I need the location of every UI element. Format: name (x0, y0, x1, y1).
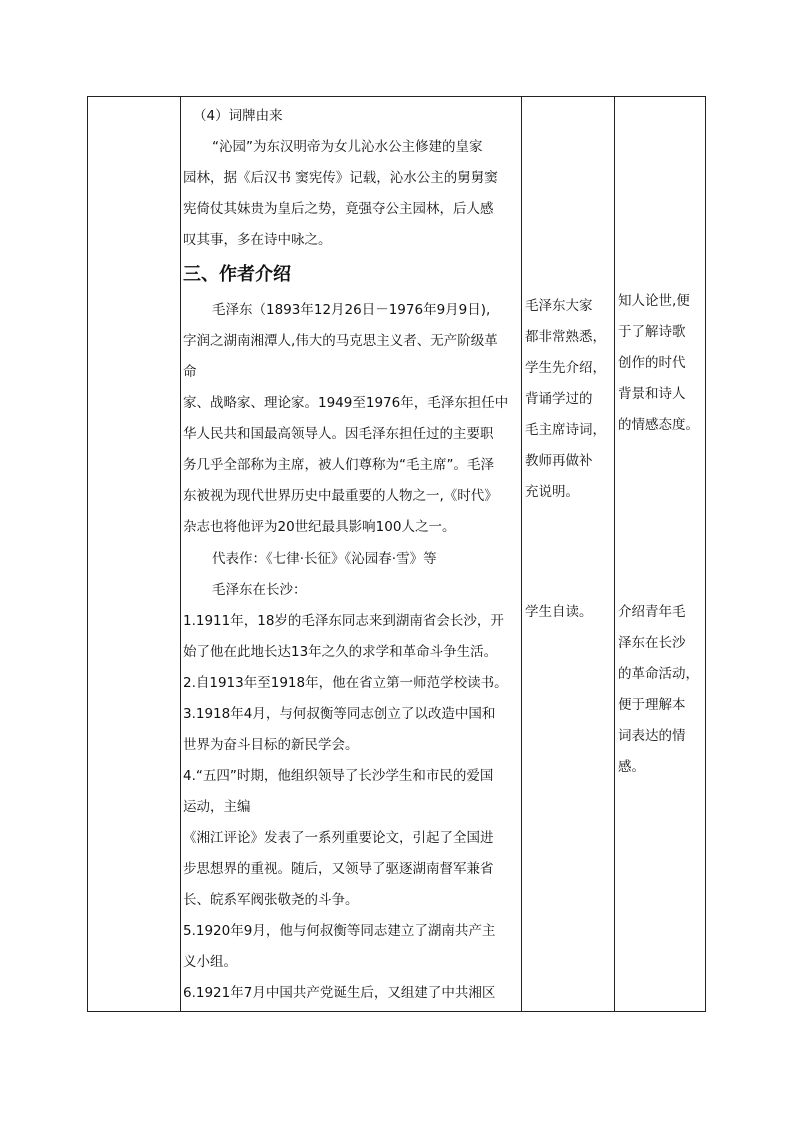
design-intent-line: 便于理解本 (618, 697, 686, 713)
list-item: 义小组。 (183, 954, 237, 970)
design-intent-line: 泽东在长沙 (618, 635, 686, 651)
design-intent-line: 的情感态度。 (618, 417, 699, 433)
list-item: 《湘江评论》发表了一系列重要论文，引起了全国进 (183, 830, 494, 846)
list-item: 1.1911年，18岁的毛泽东同志来到湖南省会长沙，开 (183, 613, 504, 629)
design-intent-line: 词表达的情 (618, 728, 686, 744)
paragraph-line: 务几乎全部称为主席，被人们尊称为“毛主席”。毛泽 (183, 457, 494, 473)
design-intent-line: 背景和诗人 (618, 386, 686, 402)
paragraph-line: 字润之湖南湘潭人,伟大的马克思主义者、无产阶级革 (183, 333, 498, 349)
list-item: 步思想界的重视。随后，又领导了驱逐湖南督军兼省 (183, 861, 494, 877)
student-activity-line: 学生自读。 (525, 604, 593, 620)
design-intent-line: 于了解诗歌 (618, 324, 686, 340)
paragraph-line: 叹其事，多在诗中咏之。 (183, 232, 332, 248)
paragraph-line: 毛泽东（1893年12月26日－1976年9月9日), (212, 302, 491, 318)
student-activity-column (525, 97, 611, 1011)
paragraph-line: 宪倚仗其妹贵为皇后之势，竟强夺公主园林，后人感 (183, 201, 494, 217)
list-item: 长、皖系军阀张敬尧的斗争。 (183, 892, 359, 908)
paragraph-line: 命 (183, 364, 197, 380)
list-item: 6.1921年7月中国共产党诞生后，又组建了中共湘区 (183, 985, 496, 1001)
lesson-table (87, 96, 706, 1012)
student-activity-line: 毛泽东大家 (525, 298, 593, 314)
list-item: 5.1920年9月，他与何叔衡等同志建立了湖南共产主 (183, 923, 496, 939)
paragraph-line: “沁园”为东汉明帝为女儿沁水公主修建的皇家 (212, 139, 483, 155)
column-divider (521, 97, 522, 1011)
representative-works: 代表作：《七律·长征》《沁园春·雪》等 (212, 551, 437, 567)
student-activity-line: 毛主席诗词， (525, 422, 606, 438)
student-activity-line: 背诵学过的 (525, 391, 593, 407)
paragraph-line: 杂志也将他评为20世纪最具影响100人之一。 (183, 519, 456, 535)
paragraph-line: 家、战略家、理论家。1949至1976年，毛泽东担任中 (183, 395, 509, 411)
teaching-content-column (183, 97, 517, 1011)
student-activity-line: 都非常熟悉， (525, 329, 606, 345)
subheading-changsha: 毛泽东在长沙： (212, 582, 307, 598)
list-item: 2.自1913年至1918年，他在省立第一师范学校读书。 (183, 675, 508, 691)
column-divider (614, 97, 615, 1011)
paragraph-line: 东被视为现代世界历史中最重要的人物之一,《时代》 (183, 488, 498, 504)
column-divider (180, 97, 181, 1011)
design-intent-line: 创作的时代 (618, 355, 686, 371)
list-item: 始了他在此地长达13年之久的求学和革命斗争生活。 (183, 644, 498, 660)
student-activity-line: 学生先介绍， (525, 360, 606, 376)
student-activity-line: 教师再做补 (525, 453, 593, 469)
design-intent-line: 的革命活动， (618, 666, 699, 682)
list-item: 4.“五四”时期，他组织领导了长沙学生和市民的爱国 (183, 768, 494, 784)
design-intent-column (618, 97, 702, 1011)
list-item: 运动，主编 (183, 799, 251, 815)
design-intent-line: 知人论世,便 (618, 293, 690, 309)
design-intent-line: 介绍青年毛 (618, 604, 686, 620)
list-item: 世界为奋斗目标的新民学会。 (183, 737, 359, 753)
design-intent-line: 感。 (618, 759, 645, 775)
paragraph-line: 园林，据《后汉书 窦宪传》记载，沁水公主的舅舅窦 (183, 170, 498, 186)
paragraph-line: 华人民共和国最高领导人。因毛泽东担任过的主要职 (183, 426, 494, 442)
list-item: 3.1918年4月，与何叔衡等同志创立了以改造中国和 (183, 706, 496, 722)
student-activity-line: 充说明。 (525, 484, 579, 500)
section-title: 三、作者介绍 (183, 264, 291, 285)
subheading-cipai-origin: （4）词牌由来 (193, 108, 283, 124)
